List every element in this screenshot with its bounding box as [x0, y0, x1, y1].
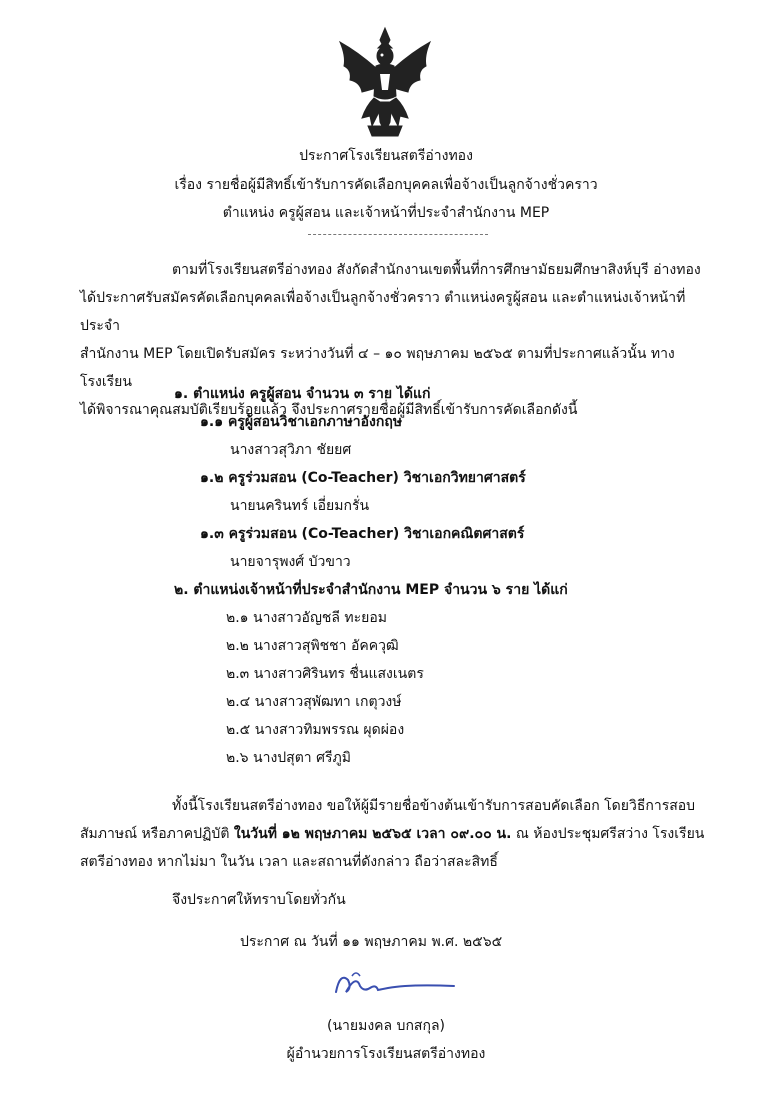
announcement-title: ประกาศโรงเรียนสตรีอ่างทอง: [299, 148, 473, 164]
section1-sub-heading: ๑.๒ ครูร่วมสอน (Co-Teacher) วิชาเอกวิทยาศาสตร์: [200, 470, 526, 486]
closing-line: สัมภาษณ์ หรือภาคปฏิบัติ ในวันที่ ๑๒ พฤษภาคม ๒๕๖๕ เวลา ๐๙.๐๐ น. ณ ห้องประชุมศรีสว่าง โรงเรียน: [80, 826, 705, 842]
announcement-date: ประกาศ ณ วันที่ ๑๑ พฤษภาคม พ.ศ. ๒๕๖๕: [240, 934, 503, 950]
garuda-emblem-icon: [330, 22, 440, 140]
header-divider: [308, 234, 488, 235]
staff-name: ๒.๑ นางสาวอัญชลี ทะยอม: [226, 610, 388, 626]
intro-line: สำนักงาน MEP โดยเปิดรับสมัคร ระหว่างวันที่ ๔ – ๑๐ พฤษภาคม ๒๕๖๕ ตามที่ประกาศแล้วนั้น ทางโรงเรียน: [80, 346, 675, 390]
section1-sub-heading: ๑.๓ ครูร่วมสอน (Co-Teacher) วิชาเอกคณิตศาสตร์: [200, 526, 525, 542]
exam-date: ในวันที่ ๑๒ พฤษภาคม ๒๕๖๕ เวลา ๐๙.๐๐ น.: [233, 826, 512, 842]
candidate-name: นางสาวสุวิภา ชัยยศ: [230, 442, 352, 458]
staff-name: ๒.๔ นางสาวสุพัฒทา เกตุวงษ์: [226, 694, 402, 710]
staff-name: ๒.๒ นางสาวสุพิชชา อัคควุฒิ: [226, 638, 399, 654]
closing-line: ทั้งนี้โรงเรียนสตรีอ่างทอง ขอให้ผู้มีรายชื่อข้างต้นเข้ารับการสอบคัดเลือก โดยวิธีการสอบ: [172, 798, 696, 814]
candidate-name: นายนครินทร์ เอี่ยมกรั่น: [230, 498, 370, 514]
intro-line: ตามที่โรงเรียนสตรีอ่างทอง สังกัดสำนักงานเขตพื้นที่การศึกษามัธยมศึกษาสิงห์บุรี อ่างทอง: [172, 262, 701, 278]
staff-name: ๒.๓ นางสาวศิรินทร ชื่นแสงเนตร: [226, 666, 424, 682]
intro-line: ได้ประกาศรับสมัครคัดเลือกบุคคลเพื่อจ้างเป็นลูกจ้างชั่วคราว ตำแหน่งครูผู้สอน และตำแหน่งเจ้าหน้าที่ประจำ: [80, 290, 686, 334]
candidate-name: นายจารุพงศ์ บัวขาว: [230, 554, 351, 570]
closing-paragraph: [80, 792, 720, 876]
signature-icon: [330, 962, 460, 1006]
announcement-position: ตำแหน่ง ครูผู้สอน และเจ้าหน้าที่ประจำสำนักงาน MEP: [222, 205, 550, 221]
section2-heading: ๒. ตำแหน่งเจ้าหน้าที่ประจำสำนักงาน MEP จำนวน ๖ ราย ได้แก่: [174, 582, 568, 598]
section1-sub-heading: ๑.๑ ครูผู้สอนวิชาเอกภาษาอังกฤษ: [200, 414, 403, 430]
closing-line: สตรีอ่างทอง หากไม่มา ในวัน เวลา และสถานที่ดังกล่าว ถือว่าสละสิทธิ์: [80, 854, 498, 870]
staff-name: ๒.๖ นางปสุตา ศรีภูมิ: [226, 750, 351, 766]
signer-title: ผู้อำนวยการโรงเรียนสตรีอ่างทอง: [286, 1046, 486, 1062]
signer-name: (นายมงคล บกสกุล): [327, 1018, 445, 1034]
announcement-subject: เรื่อง รายชื่อผู้มีสิทธิ์เข้ารับการคัดเลือกบุคคลเพื่อจ้างเป็นลูกจ้างชั่วคราว: [174, 177, 598, 193]
staff-name: ๒.๕ นางสาวทิมพรรณ ผุดผ่อง: [226, 722, 405, 738]
notice-text: จึงประกาศให้ทราบโดยทั่วกัน: [172, 892, 346, 908]
intro-line: ได้พิจารณาคุณสมบัติเรียบร้อยแล้ว จึงประกาศรายชื่อผู้มีสิทธิ์เข้ารับการคัดเลือกดังนี้: [80, 402, 578, 418]
section1-heading: ๑. ตำแหน่ง ครูผู้สอน จำนวน ๓ ราย ได้แก่: [174, 386, 431, 402]
